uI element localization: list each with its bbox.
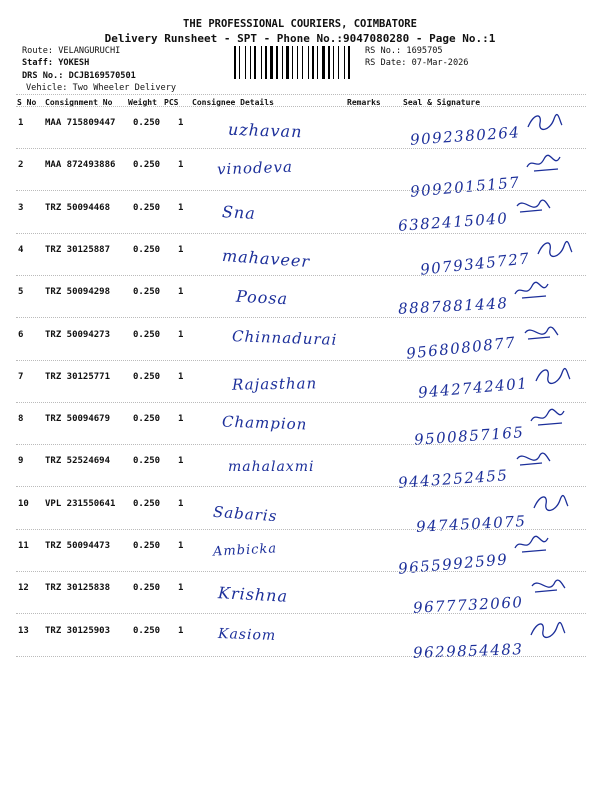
signature-scribble (527, 617, 567, 643)
col-remarks-header: Remarks (347, 98, 381, 107)
row-signature-phone: 9655992599 (397, 550, 510, 578)
barcode-bar (312, 46, 314, 79)
row-pcs: 1 (178, 202, 184, 213)
signature-scribble (520, 321, 560, 347)
barcode-bar (279, 46, 281, 79)
barcode-bar (286, 46, 289, 79)
row-sno: 4 (18, 244, 24, 255)
row-signature-phone: 9092380264 (409, 123, 521, 149)
barcode-bar (252, 46, 253, 79)
table-row (16, 530, 586, 578)
row-consignment-no: TRZ 50094679 (45, 414, 111, 425)
barcode-bar (237, 46, 238, 79)
row-sno: 6 (18, 329, 24, 340)
barcode-bar (333, 46, 334, 79)
row-signature-phone: 9677732060 (412, 593, 524, 618)
table-row (16, 488, 586, 536)
row-weight: 0.250 (133, 329, 161, 340)
row-signature-phone: 8887881448 (397, 294, 509, 319)
col-pcs-header: PCS (164, 98, 179, 107)
barcode-bar (304, 46, 307, 79)
row-signature-phone: 9500857165 (413, 423, 525, 449)
signature-scribble (528, 405, 568, 431)
row-sno: 7 (18, 371, 24, 382)
barcode-bar (241, 46, 244, 79)
vehicle-label: Vehicle: Two Wheeler Delivery (26, 83, 177, 93)
signature-scribble (524, 151, 564, 177)
barcode-bar (268, 46, 269, 79)
barcode-bar (322, 46, 325, 79)
barcode-bar (346, 46, 347, 79)
table-row (16, 319, 586, 361)
row-weight: 0.250 (133, 498, 161, 509)
row-consignment-no: TRZ 50094273 (45, 329, 111, 340)
row-sno: 13 (18, 625, 29, 636)
row-consignee-name: Champion (221, 412, 308, 434)
row-consignee-name: Ambicka (212, 541, 278, 560)
row-consignee-name: Kasiom (217, 625, 277, 644)
row-weight: 0.250 (133, 287, 161, 298)
row-consignee-name: Sabaris (212, 502, 278, 525)
row-sno: 2 (18, 160, 24, 171)
rs-number: RS No.: 1695705 (365, 46, 443, 56)
route-label: Route: VELANGURUCHI (22, 46, 121, 56)
col-consignee-header: Consignee Details (192, 98, 274, 107)
table-row (16, 234, 586, 279)
row-consignment-no: MAA 715809447 (45, 118, 116, 128)
row-pcs: 1 (178, 456, 184, 467)
col-consignment-header: Consignment No (45, 98, 113, 107)
signature-scribble (512, 447, 552, 473)
barcode-bar (245, 46, 246, 79)
signature-scribble (512, 532, 552, 558)
row-pcs: 1 (178, 625, 184, 636)
row-signature-phone: 9443252455 (397, 466, 509, 493)
row-sno: 11 (18, 541, 29, 551)
row-consignment-no: TRZ 50094298 (45, 287, 111, 298)
barcode-bar (270, 46, 273, 79)
company-name: THE PROFESSIONAL COURIERS, COIMBATORE (183, 18, 417, 30)
row-consignee-name: Poosa (235, 286, 289, 309)
row-weight: 0.250 (133, 118, 161, 128)
header-top-rule (16, 94, 586, 95)
row-consignment-no: TRZ 30125771 (45, 371, 111, 382)
row-consignee-name: Krishna (217, 583, 289, 607)
row-weight: 0.250 (133, 583, 161, 594)
row-signature-phone: 9079345727 (419, 249, 532, 279)
row-weight: 0.250 (133, 625, 161, 636)
barcode-bar (319, 46, 321, 79)
barcode-bar (290, 46, 291, 79)
barcode-bar (276, 46, 278, 79)
barcode-bar (348, 46, 350, 79)
barcode-bar (234, 46, 236, 79)
barcode-bar (247, 46, 249, 79)
barcode-bar (250, 46, 251, 79)
row-consignment-no: TRZ 50094473 (45, 541, 111, 551)
table-row (16, 615, 586, 662)
row-weight: 0.250 (133, 414, 161, 425)
barcode-bar (239, 46, 240, 79)
row-weight: 0.250 (133, 244, 161, 255)
table-row (16, 403, 586, 449)
barcode-bar (257, 46, 260, 79)
col-sno-header: S No (17, 98, 37, 107)
row-consignment-no: TRZ 30125838 (45, 583, 111, 594)
row-consignee-name: Sna (221, 201, 257, 223)
row-sno: 1 (18, 118, 24, 128)
staff-label: Staff: YOKESH (22, 58, 90, 68)
signature-scribble (524, 109, 564, 135)
row-consignment-no: VPL 231550641 (45, 498, 116, 509)
barcode-bar (274, 46, 275, 79)
barcode-bar (302, 46, 303, 79)
row-consignment-no: TRZ 50094468 (45, 202, 111, 213)
drs-number: DRS No.: DCJB169570501 (22, 71, 136, 81)
barcode-bar (331, 46, 332, 79)
row-consignment-no: TRZ 30125887 (45, 244, 111, 255)
row-consignee-name: mahaveer (221, 245, 311, 271)
row-pcs: 1 (178, 541, 184, 551)
row-consignment-no: TRZ 30125903 (45, 625, 111, 636)
row-weight: 0.250 (133, 160, 161, 171)
signature-scribble (530, 490, 570, 516)
row-signature-phone: 9568080877 (405, 332, 518, 363)
barcode-bar (265, 46, 267, 79)
row-consignee-name: uzhavan (227, 119, 303, 142)
row-sno: 8 (18, 414, 24, 425)
row-pcs: 1 (178, 244, 184, 255)
row-signature-phone: 9629854483 (412, 639, 524, 662)
row-pcs: 1 (178, 371, 184, 382)
runsheet-title: Delivery Runsheet - SPT - Phone No.:9047080280 - Page No.:1 (104, 32, 496, 45)
row-consignee-name: Chinnadurai (231, 326, 338, 349)
barcode-bar (315, 46, 316, 79)
row-sno: 10 (18, 498, 29, 509)
row-consignee-name: vinodeva (216, 157, 294, 179)
barcode-image (234, 46, 360, 79)
table-row (16, 192, 586, 234)
barcode-bar (261, 46, 262, 79)
table-row (16, 107, 586, 149)
col-weight-header: Weight (128, 98, 157, 107)
barcode-bar (299, 46, 301, 79)
row-consignment-no: MAA 872493886 (45, 160, 116, 171)
signature-scribble (512, 278, 552, 304)
barcode-bar (263, 46, 264, 79)
barcode-bar (317, 46, 318, 79)
barcode-bar (294, 46, 296, 79)
barcode-bar (326, 46, 327, 79)
row-pcs: 1 (178, 329, 184, 340)
barcode-bar (328, 46, 330, 79)
row-signature-phone: 9092015157 (409, 173, 522, 202)
barcode-bar (254, 46, 256, 79)
table-row (16, 276, 586, 318)
row-consignee-name: mahalaxmi (228, 459, 315, 476)
signature-scribble (527, 574, 567, 600)
barcode-bar (340, 46, 343, 79)
row-weight: 0.250 (133, 456, 161, 467)
row-pcs: 1 (178, 583, 184, 594)
barcode-bar (282, 46, 283, 79)
table-row (16, 149, 586, 202)
row-sno: 12 (18, 583, 29, 594)
row-consignee-name: Rajasthan (231, 374, 318, 394)
barcode-bar (338, 46, 339, 79)
barcode-bar (344, 46, 345, 79)
barcode-bar (335, 46, 337, 79)
row-signature-phone: 9442742401 (417, 374, 530, 402)
row-weight: 0.250 (133, 371, 161, 382)
barcode-bar (308, 46, 309, 79)
signature-scribble (534, 236, 574, 262)
row-pcs: 1 (178, 414, 184, 425)
col-signature-header: Seal & Signature (403, 98, 481, 107)
row-signature-phone: 6382415040 (397, 208, 509, 235)
table-row (16, 361, 586, 403)
barcode-bar (297, 46, 298, 79)
table-row (16, 445, 586, 493)
row-sno: 9 (18, 456, 24, 467)
row-weight: 0.250 (133, 541, 161, 551)
barcode-bar (310, 46, 311, 79)
barcode-bar (292, 46, 293, 79)
row-pcs: 1 (178, 118, 184, 128)
row-sno: 3 (18, 202, 24, 213)
signature-scribble (512, 194, 552, 220)
row-weight: 0.250 (133, 202, 161, 213)
rs-date: RS Date: 07-Mar-2026 (365, 58, 469, 68)
row-pcs: 1 (178, 160, 184, 171)
signature-scribble (532, 363, 572, 389)
row-pcs: 1 (178, 498, 184, 509)
row-consignment-no: TRZ 52524694 (45, 456, 111, 467)
row-signature-phone: 9474504075 (415, 511, 527, 536)
row-divider (16, 656, 586, 657)
row-pcs: 1 (178, 287, 184, 298)
barcode-bar (284, 46, 285, 79)
row-sno: 5 (18, 287, 24, 298)
table-row (16, 572, 586, 618)
